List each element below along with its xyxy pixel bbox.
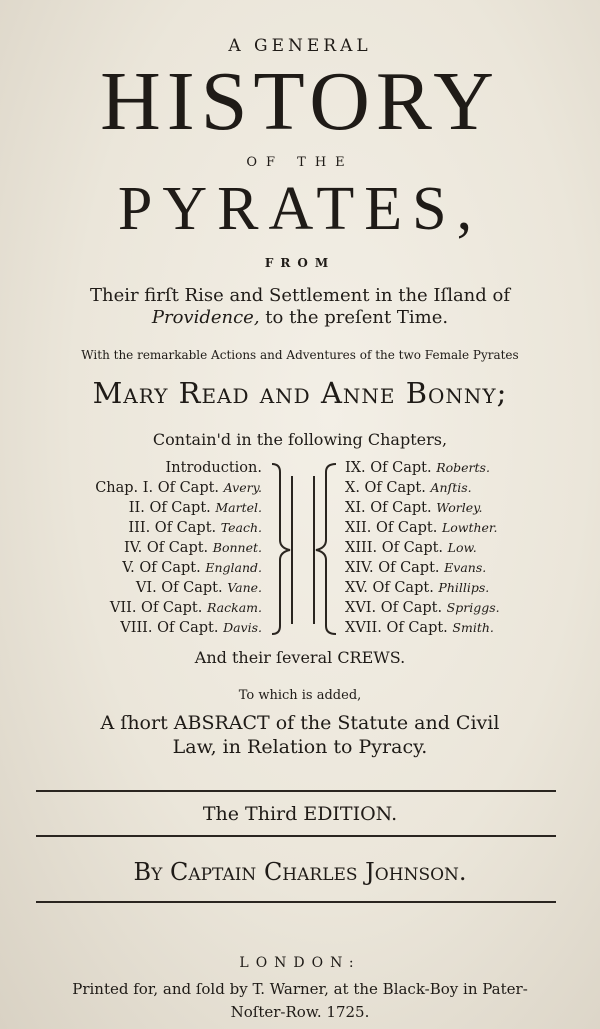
chapter-column-right <box>345 458 500 638</box>
subtitle-line-2 <box>0 307 600 328</box>
chapter-number: XIV. Of Capt. <box>345 560 440 576</box>
divider-rule-middle <box>36 835 556 837</box>
captain-name: Avery. <box>223 480 262 495</box>
chapter-number: XVII. Of Capt. <box>345 620 448 636</box>
captain-name: England. <box>205 560 262 575</box>
chapter-number: XVI. Of Capt. <box>345 600 443 616</box>
chapter-number: XV. Of Capt. <box>345 580 434 596</box>
captain-name: Worley. <box>436 500 483 515</box>
chapter-number: XII. Of Capt. <box>345 520 438 536</box>
captain-name: Roberts. <box>436 460 490 475</box>
captain-name: Vane. <box>227 580 262 595</box>
captain-name: Smith. <box>452 620 494 635</box>
title-history: HISTORY <box>100 55 500 148</box>
captain-name: Spriggs. <box>446 600 500 615</box>
edition-line: The Third EDITION. <box>202 803 398 825</box>
chapter-number: IV. Of Capt. <box>123 540 209 556</box>
chapter-entry <box>345 618 500 638</box>
chapter-entry <box>95 478 262 498</box>
abstract-line-2: Law, in Relation to Pyracy. <box>172 736 428 758</box>
captain-name: Teach. <box>220 520 262 535</box>
crews-line: And their ſeveral CREWS. <box>194 648 406 667</box>
captain-name: Rackam. <box>206 600 262 615</box>
chapter-number: Chap. I. Of Capt. <box>95 480 220 496</box>
chapter-column-left <box>95 458 262 638</box>
author-line: By Captain Charles Johnson. <box>133 858 467 886</box>
chapter-entry <box>345 538 500 558</box>
chapter-entry <box>345 458 500 478</box>
chapter-entry <box>95 538 262 558</box>
subtitle-line-2-rest: to the preſent Time. <box>259 307 449 328</box>
chapter-entry <box>345 598 500 618</box>
imprint-line-1: Printed for, and ſold by T. Warner, at the Black-Boy in Pater- <box>72 980 528 998</box>
chapter-number: VII. Of Capt. <box>109 600 203 616</box>
chapter-entry <box>345 478 500 498</box>
chapter-number: XIII. Of Capt. <box>345 540 444 556</box>
chapter-entry <box>95 498 262 518</box>
captain-name: Low. <box>447 540 477 555</box>
title-of-the: OF THE <box>246 155 354 170</box>
chapter-number: V. Of Capt. <box>122 560 201 576</box>
title-pyrates: PYRATES, <box>117 175 483 243</box>
chapter-entry <box>345 518 500 538</box>
remarkable-actions-line: With the remarkable Actions and Adventures of the two Female Pyrates <box>81 348 519 362</box>
to-which-added: To which is added, <box>238 688 362 703</box>
chapter-number: VI. Of Capt. <box>135 580 223 596</box>
chapter-entry <box>95 578 262 598</box>
chapter-number: XI. Of Capt. <box>345 500 432 516</box>
title-from: FROM <box>264 256 336 270</box>
chapter-entry <box>95 558 262 578</box>
chapter-entry <box>95 618 262 638</box>
imprint-line-2: Noſter-Row. 1725. <box>230 1003 370 1021</box>
female-pyrates-names: Mary Read and Anne Bonny; <box>92 376 508 410</box>
chapter-entry <box>95 598 262 618</box>
captain-name: Davis. <box>223 620 262 635</box>
providence-text: Providence, <box>151 307 260 328</box>
subtitle-line-1: Their firſt Rise and Settlement in the Iſland of <box>89 285 511 306</box>
imprint-city: LONDON: <box>239 955 361 971</box>
contained-chapters-line: Contain'd in the following Chapters, <box>152 430 448 449</box>
chapter-number: III. Of Capt. <box>128 520 217 536</box>
captain-name: Anſtis. <box>430 480 472 495</box>
divider-rule-bottom <box>36 901 556 903</box>
abstract-line-1: A ſhort ABSRACT of the Statute and Civil <box>100 712 500 734</box>
chapter-entry <box>345 558 500 578</box>
divider-rule-top <box>36 790 556 792</box>
captain-name: Phillips. <box>438 580 490 595</box>
chapter-entry <box>345 578 500 598</box>
captain-name: Lowther. <box>441 520 498 535</box>
captain-name: Martel. <box>215 500 262 515</box>
brace-divider <box>268 458 342 638</box>
chapter-entry <box>95 518 262 538</box>
chapter-number: X. Of Capt. <box>345 480 426 496</box>
chapter-number: VIII. Of Capt. <box>120 620 219 636</box>
chapter-entry <box>95 458 262 478</box>
chapter-number: Introduction. <box>165 460 262 476</box>
captain-name: Bonnet. <box>212 540 262 555</box>
chapter-entry <box>345 498 500 518</box>
captain-name: Evans. <box>444 560 487 575</box>
title-line-a-general: A GENERAL <box>228 36 372 56</box>
chapter-number: IX. Of Capt. <box>345 460 432 476</box>
chapter-list <box>0 458 600 648</box>
chapter-number: II. Of Capt. <box>128 500 211 516</box>
